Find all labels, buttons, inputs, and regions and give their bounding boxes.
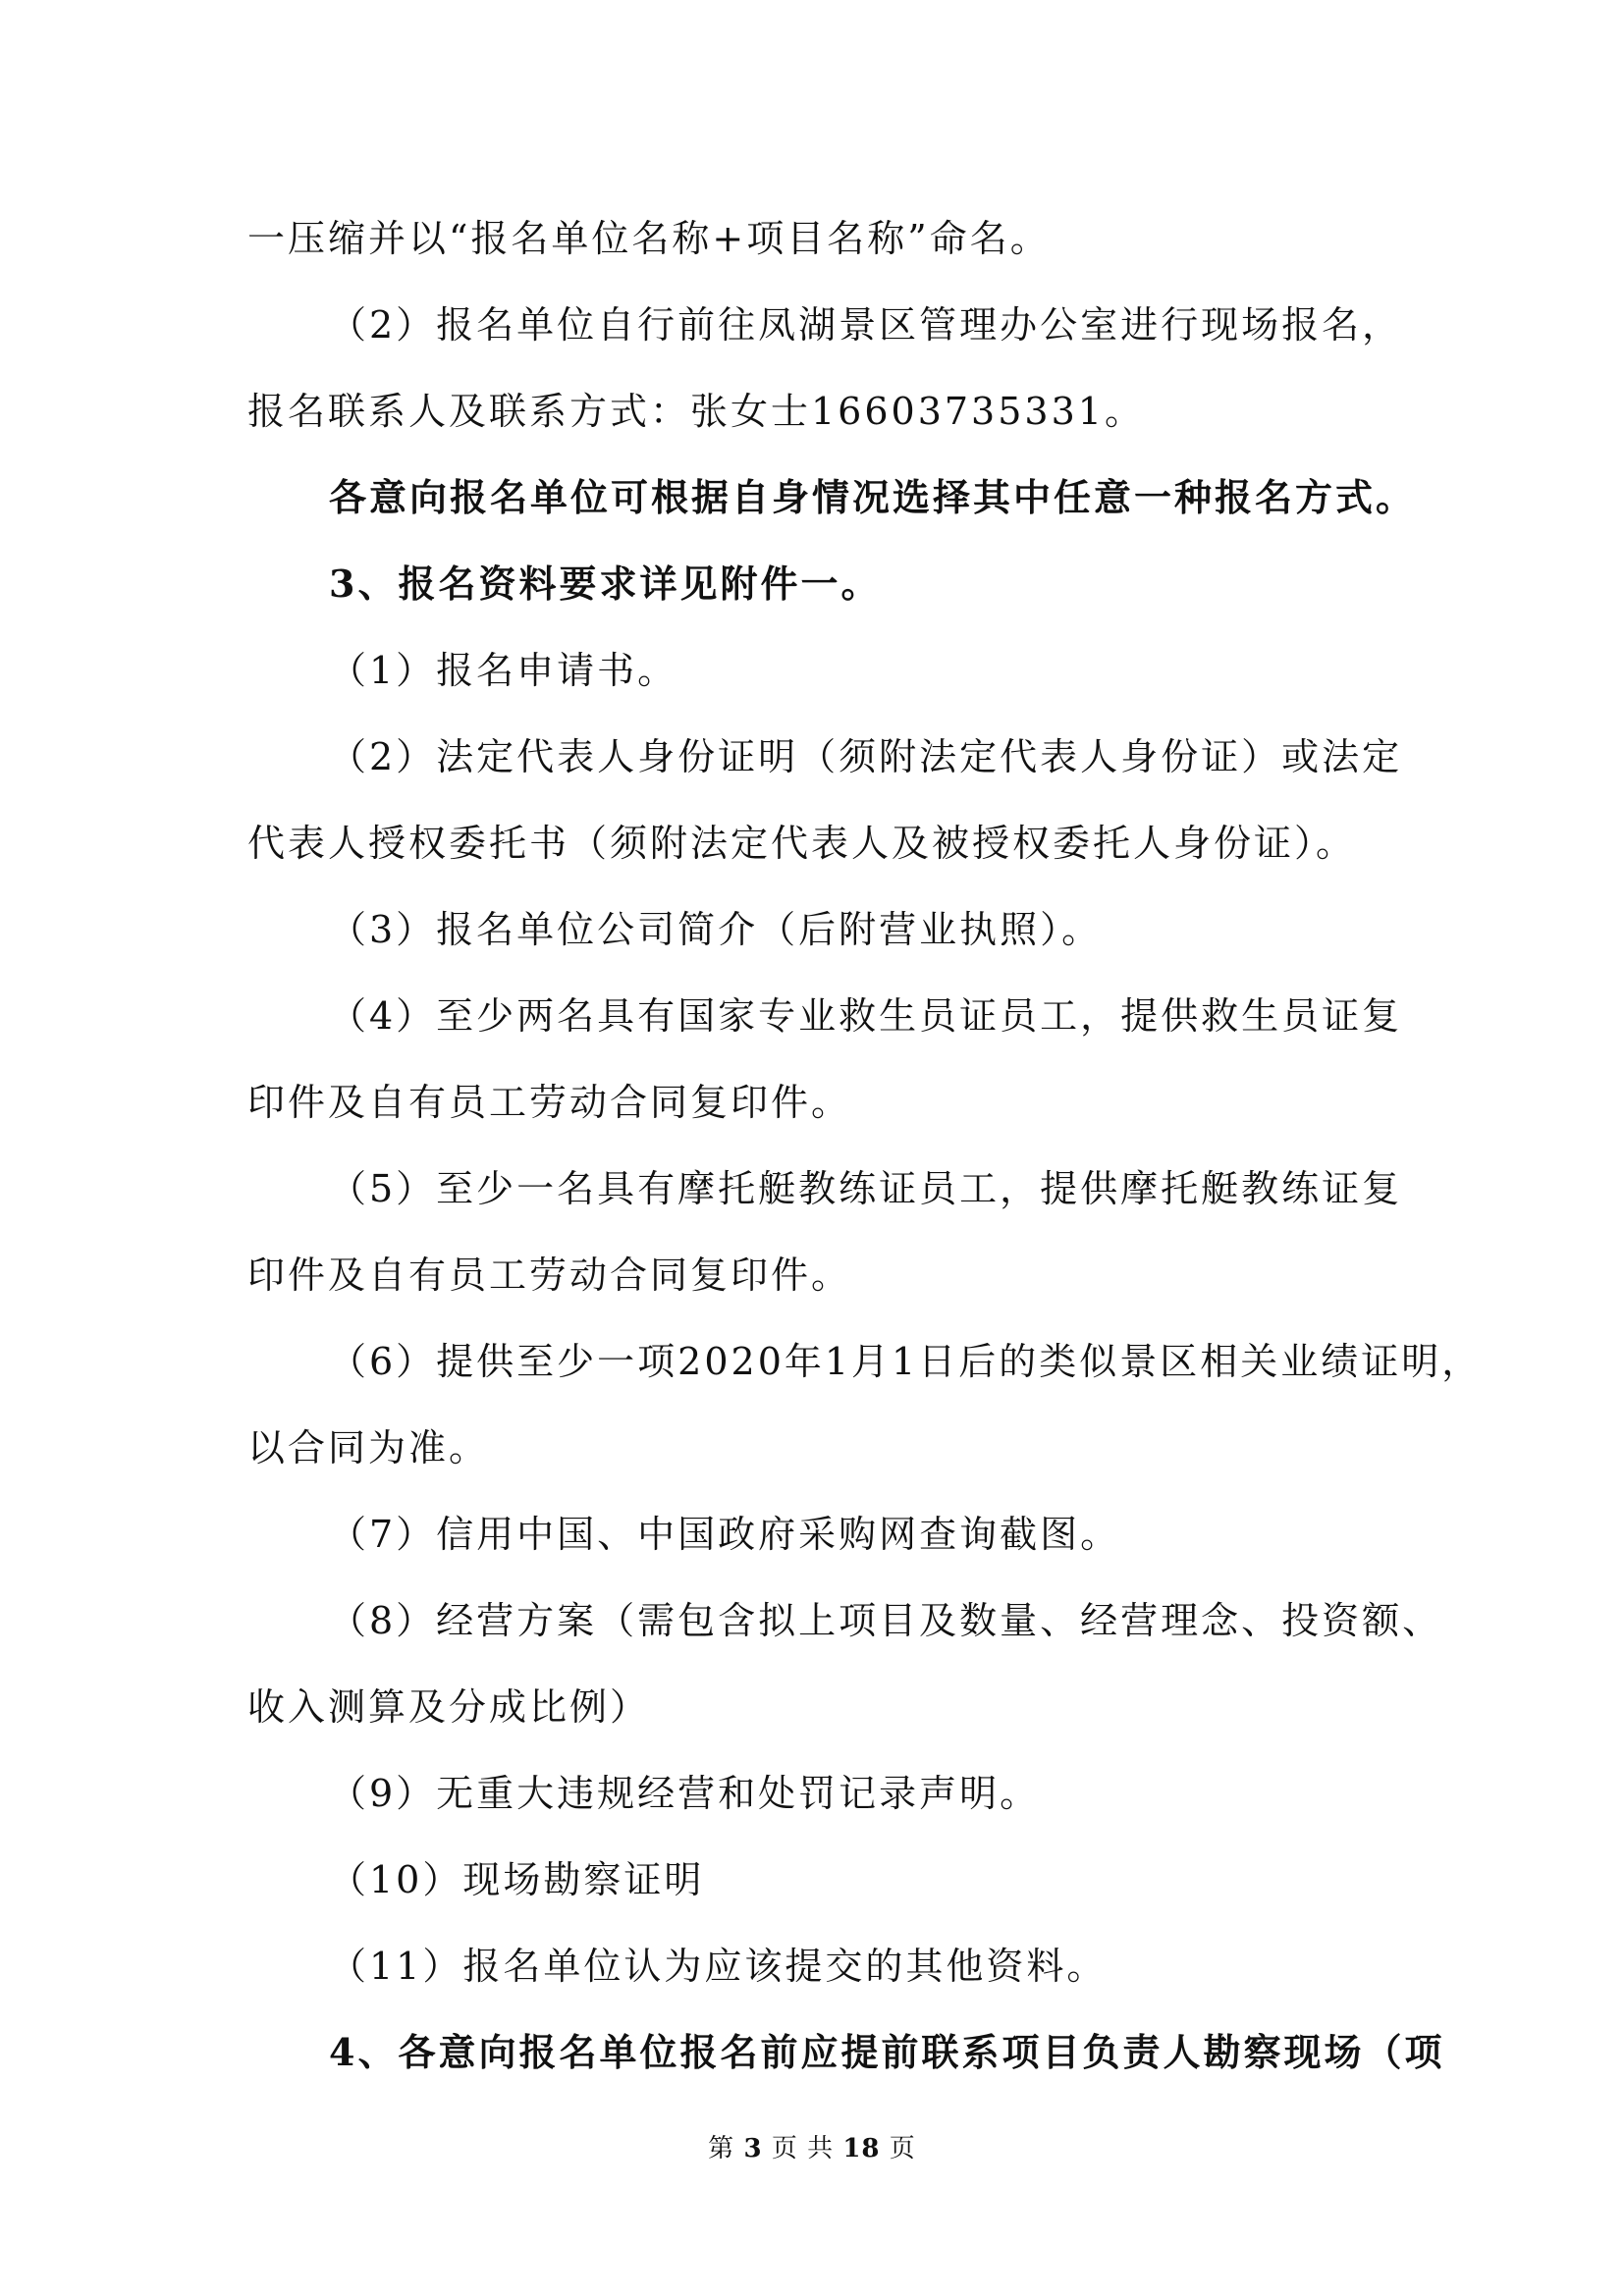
list-item-10: （10）现场勘察证明 [329,1858,705,1901]
list-item-4-line-2: 印件及自有员工劳动合同复印件。 [247,1081,852,1124]
list-item-2-line-2: 代表人授权委托书（须附法定代表人及被授权委托人身份证）。 [247,822,1357,865]
list-item-5-line-1: （5）至少一名具有摩托艇教练证员工，提供摩托艇教练证复 [329,1167,1403,1210]
list-item-4-line-1: （4）至少两名具有国家专业救生员证员工，提供救生员证复 [329,994,1403,1038]
page-footer [0,2133,1624,2164]
current-page-number: 3 [743,2134,763,2163]
list-item-9: （9）无重大违规经营和处罚记录声明。 [329,1772,1041,1815]
list-item-7: （7）信用中国、中国政府采购网查询截图。 [329,1513,1121,1556]
body-line-2: （2）报名单位自行前往凤湖景区管理办公室进行现场报名， [329,303,1403,347]
list-item-5-line-2: 印件及自有员工劳动合同复印件。 [247,1254,852,1297]
heading-item-4: 4、各意向报名单位报名前应提前联系项目负责人勘察现场（项 [329,2030,1445,2074]
footer-suffix: 页 [889,2134,916,2163]
list-item-11: （11）报名单位认为应该提交的其他资料。 [329,1945,1108,1988]
footer-prefix: 第 [708,2134,735,2163]
list-item-2-line-1: （2）法定代表人身份证明（须附法定代表人身份证）或法定 [329,735,1403,778]
list-item-1: （1）报名申请书。 [329,649,678,692]
bold-line-selection: 各意向报名单位可根据自身情况选择其中任意一种报名方式。 [329,475,1417,519]
body-line-3: 报名联系人及联系方式：张女士16603735331。 [247,390,1145,433]
list-item-6-line-2: 以合同为准。 [247,1426,490,1469]
heading-item-3: 3、报名资料要求详见附件一。 [329,561,882,606]
list-item-8-line-2: 收入测算及分成比例） [247,1685,651,1729]
list-item-8-line-1: （8）经营方案（需包含拟上项目及数量、经营理念、投资额、 [329,1599,1443,1642]
list-item-3: （3）报名单位公司简介（后附营业执照）。 [329,908,1103,951]
body-line-1: 一压缩并以“报名单位名称+项目名称”命名。 [247,217,1051,260]
footer-middle: 页 共 [771,2134,835,2163]
total-pages-number: 18 [842,2134,881,2163]
list-item-6-line-1: （6）提供至少一项2020年1月1日后的类似景区相关业绩证明， [329,1340,1483,1383]
